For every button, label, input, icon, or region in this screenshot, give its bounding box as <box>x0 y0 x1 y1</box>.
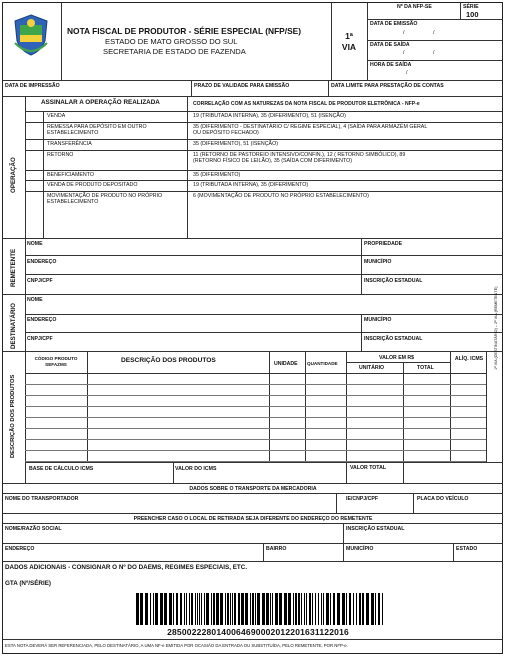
barcode-bar <box>321 593 322 625</box>
via-word: VIA <box>341 42 357 52</box>
recipient-city-label: MUNICÍPIO <box>364 317 392 323</box>
footer-note: ESTA NOTA DEVERÁ SER REFERENCIADA, PELO DESTINATÁRIO, A UMA NF-e EMITIDA POR OCASIÃO DA ENTRADA OU SUBSTITUÍDA, PELO REMETENTE, POR NFP-e. <box>5 643 348 648</box>
side-copy-note: 1ª VIA (DESTINATÁRIO) – 2ª VIA (REMETENTE) <box>494 286 498 370</box>
plate-label: PLACA DO VEÍCULO <box>417 496 469 502</box>
barcode-bar <box>245 593 248 625</box>
barcode-bar <box>275 593 278 625</box>
barcode-bar <box>366 593 369 625</box>
barcode-bar <box>301 593 302 625</box>
barcode-bar <box>257 593 260 625</box>
date-slash: / <box>433 30 435 36</box>
sender-city-label: MUNICÍPIO <box>364 259 392 265</box>
operacao-side-label: OPERAÇÃO <box>10 157 17 193</box>
sender-ie-label: INSCRIÇÃO ESTADUAL <box>364 278 423 284</box>
issue-date-label: DATA DE EMISSÃO <box>370 21 418 27</box>
carrier-name-label: NOME DO TRANSPORTADOR <box>5 496 79 502</box>
barcode-bar <box>330 593 331 625</box>
total-value-label: VALOR TOTAL <box>349 465 387 471</box>
barcode-bar <box>164 593 167 625</box>
date-slash: / <box>403 30 405 36</box>
barcode-bar <box>241 593 244 625</box>
barcode-bar <box>255 593 256 625</box>
barcode-bar <box>326 593 329 625</box>
sender-property-label: PROPRIEDADE <box>364 241 403 247</box>
barcode-bar <box>216 593 219 625</box>
barcode-bar <box>252 593 254 625</box>
limit-date-label: DATA LIMITE PARA PRESTAÇÃO DE CONTAS <box>331 83 444 89</box>
recipient-address-label: ENDEREÇO <box>27 317 57 323</box>
barcode-bar <box>378 593 380 625</box>
barcode-bar <box>298 593 300 625</box>
barcode-bar <box>153 593 154 625</box>
barcode-bar <box>173 593 174 625</box>
barcode-bar <box>266 593 269 625</box>
barcode-bar <box>136 593 139 625</box>
sender-address-label: ENDEREÇO <box>27 259 57 265</box>
barcode-bar <box>145 593 148 625</box>
aliq-header: ALÍQ. ICMS <box>454 356 484 362</box>
barcode-bar <box>234 593 236 625</box>
exit-time-label: HORA DE SAÍDA <box>370 62 412 68</box>
barcode-bar <box>279 593 282 625</box>
secretariat-name: SECRETARIA DE ESTADO DE FAZENDA <box>103 47 246 56</box>
product-code-header: CÓDIGO PRODUTO SEFAZMS <box>34 356 78 367</box>
barcode-bar <box>180 593 182 625</box>
barcode-bar <box>213 593 215 625</box>
barcode-number: 285002228014006469000201220163112201​6 <box>167 627 349 637</box>
carrier-ie-label: IE/CNPJ/CPF <box>346 496 378 502</box>
barcode-bar <box>346 593 347 625</box>
barcode-bar <box>197 593 198 625</box>
nfp-form <box>2 2 503 654</box>
barcode-bar <box>230 593 231 625</box>
barcode-bar <box>195 593 196 625</box>
barcode-bar <box>191 593 193 625</box>
barcode-bar <box>150 593 151 625</box>
operation-label: MOVIMENTAÇÃO DE PRODUTO NO PRÓPRIO ESTABELECIMENTO <box>47 193 163 206</box>
sender-name-label: NOME <box>27 241 43 247</box>
state-name: ESTADO DE MATO GROSSO DO SUL <box>105 37 238 46</box>
pickup-district-label: BAIRRO <box>266 546 287 552</box>
correlation-text: 35 (DIFERIMENTO - DESTINATÁRIO C/ REGIME ESPECIAL), 4 (SAÍDA PARA ARMAZÉM GERAL OU DEPÓSITO FECHADO) <box>193 124 428 137</box>
unit-price-header: UNITÁRIO <box>359 365 385 371</box>
operation-label: VENDA DE PRODUTO DEPOSITADO <box>47 182 138 188</box>
barcode-bar <box>184 593 185 625</box>
unit-header: UNIDADE <box>274 361 298 367</box>
icms-value-label: VALOR DO ICMS <box>175 466 217 472</box>
barcode-bar <box>304 593 305 625</box>
barcode-bar <box>225 593 226 625</box>
correlation-text: 19 (TRIBUTADA INTERNA), 35 (DIFERIMENTO), 51 (ISENÇÃO) <box>193 113 346 119</box>
barcode-bar <box>155 593 158 625</box>
correlation-text: 19 (TRIBUTADA INTERNA), 35 (DIFERIMENTO) <box>193 182 309 188</box>
barcode-bar <box>295 593 297 625</box>
barcode-bar <box>176 593 178 625</box>
operation-label: RETORNO <box>47 152 74 158</box>
barcode-bar <box>337 593 340 625</box>
operation-label: TRANSFERÊNCIA <box>47 141 92 147</box>
barcode-bar <box>220 593 223 625</box>
gta-label: GTA (Nº/SÉRIE) <box>5 580 52 587</box>
barcode-bar <box>342 593 345 625</box>
operation-label: VENDA <box>47 113 66 119</box>
print-date-label: DATA DE IMPRESSÃO <box>5 83 60 89</box>
nfp-number-label: Nº DA NFP-SE <box>397 4 432 10</box>
barcode-bar <box>206 593 209 625</box>
serie-value: 100 <box>466 10 479 19</box>
operation-header: ASSINALAR A OPERAÇÃO REALIZADA <box>41 99 160 106</box>
time-colon: / <box>406 70 408 76</box>
total-header: TOTAL <box>417 365 434 371</box>
barcode-bar <box>312 593 313 625</box>
correlation-text: 35 (DIFERIMENTO), 51 (ISENÇÃO) <box>193 141 278 147</box>
pickup-city-label: MUNICÍPIO <box>346 546 374 552</box>
barcode-bar <box>169 593 172 625</box>
correlation-text: 11 (RETORNO DE PASTOREIO INTENSIVO/CONFIN.), 12 ( RETORNO SIMBÓLICO), 89 (RETORNO FÍSICO DE LEILÃO), 35 (SAÍDA COM DIFERIMENTO) <box>193 152 406 165</box>
product-description-header: DESCRIÇÃO DOS PRODUTOS <box>121 357 216 364</box>
remetente-side-label: REMETENTE <box>10 248 17 287</box>
operation-label: REMESSA PARA DEPÓSITO EM OUTRO ESTABELECIMENTO <box>47 124 147 137</box>
destinatario-side-label: DESTINATÁRIO <box>10 303 17 349</box>
barcode-bar <box>309 593 311 625</box>
barcode-bar <box>306 593 307 625</box>
date-slash: / <box>403 50 405 56</box>
barcode-bar <box>238 593 240 625</box>
barcode-bar <box>359 593 361 625</box>
barcode-bar <box>270 593 271 625</box>
pickup-state-label: ESTADO <box>456 546 478 552</box>
date-slash: / <box>433 50 435 56</box>
pickup-ie-label: INSCRIÇÃO ESTADUAL <box>346 526 405 532</box>
barcode-bar <box>362 593 364 625</box>
barcode-bar <box>375 593 376 625</box>
barcode-bar <box>315 593 316 625</box>
barcode-bar <box>382 593 383 625</box>
recipient-ie-label: INSCRIÇÃO ESTADUAL <box>364 336 423 342</box>
barcode-bar <box>204 593 205 625</box>
quantity-header: QUANTIDADE <box>307 361 338 366</box>
barcode-bar <box>288 593 291 625</box>
produtos-side-label: DESCRIÇÃO DOS PRODUTOS <box>10 374 16 458</box>
value-header: VALOR EM R$ <box>379 355 415 361</box>
barcode-bar <box>272 593 273 625</box>
recipient-cnpj-label: CNPJ/CPF <box>27 336 53 342</box>
pickup-section-title: PREENCHER CASO O LOCAL DE RETIRADA SEJA DIFERENTE DO ENDEREÇO DO REMETENTE <box>133 516 373 522</box>
barcode-bar <box>293 593 294 625</box>
form-title: NOTA FISCAL DE PRODUTOR - SÉRIE ESPECIAL (NFP/SE) <box>67 26 302 36</box>
via-number: 1ª <box>345 31 353 41</box>
operation-label: BENEFICIAMENTO <box>47 172 94 178</box>
barcode-bar <box>211 593 212 625</box>
icms-base-label: BASE DE CÁLCULO ICMS <box>29 466 94 472</box>
exit-date-label: DATA DE SAÍDA <box>370 42 410 48</box>
recipient-name-label: NOME <box>27 297 43 303</box>
barcode-bar <box>323 593 324 625</box>
barcode-bar <box>353 593 354 625</box>
barcode-bar <box>189 593 190 625</box>
pickup-address-label: ENDEREÇO <box>5 546 35 552</box>
barcode-bar <box>250 593 251 625</box>
pickup-name-label: NOME/RAZÃO SOCIAL <box>5 526 62 532</box>
barcode-bar <box>227 593 229 625</box>
sender-cnpj-label: CNPJ/CPF <box>27 278 53 284</box>
serie-label: SÉRIE <box>463 4 479 10</box>
state-coat-of-arms-logo <box>11 13 51 57</box>
barcode-bar <box>284 593 287 625</box>
barcode-bar <box>333 593 335 625</box>
barcode-bar <box>371 593 374 625</box>
correlation-header: CORRELAÇÃO COM AS NATUREZAS DA NOTA FISCAL DE PRODUTOR ELETRÔNICA - NFP-e <box>193 101 420 107</box>
correlation-text: 35 (DIFERIMENTO) <box>193 172 241 178</box>
barcode-bar <box>186 593 187 625</box>
barcode-bar <box>232 593 233 625</box>
barcode-bar <box>349 593 351 625</box>
validity-label: PRAZO DE VALIDADE PARA EMISSÃO <box>194 83 290 89</box>
barcode-bar <box>199 593 200 625</box>
additional-data-title: DADOS ADICIONAIS - CONSIGNAR O Nº DO DAEMS, REGIMES ESPECIAIS, ETC. <box>5 564 248 571</box>
barcode-bar <box>356 593 357 625</box>
barcode-bar <box>318 593 319 625</box>
barcode-bar <box>160 593 163 625</box>
barcode-bar <box>262 593 265 625</box>
barcode <box>136 593 386 625</box>
barcode-bar <box>140 593 143 625</box>
correlation-text: 6 (MOVIMENTAÇÃO DE PRODUTO NO PRÓPRIO ESTABELECIMENTO) <box>193 193 369 199</box>
transport-section-title: DADOS SOBRE O TRANSPORTE DA MERCADORIA <box>189 486 317 492</box>
barcode-bar <box>201 593 202 625</box>
